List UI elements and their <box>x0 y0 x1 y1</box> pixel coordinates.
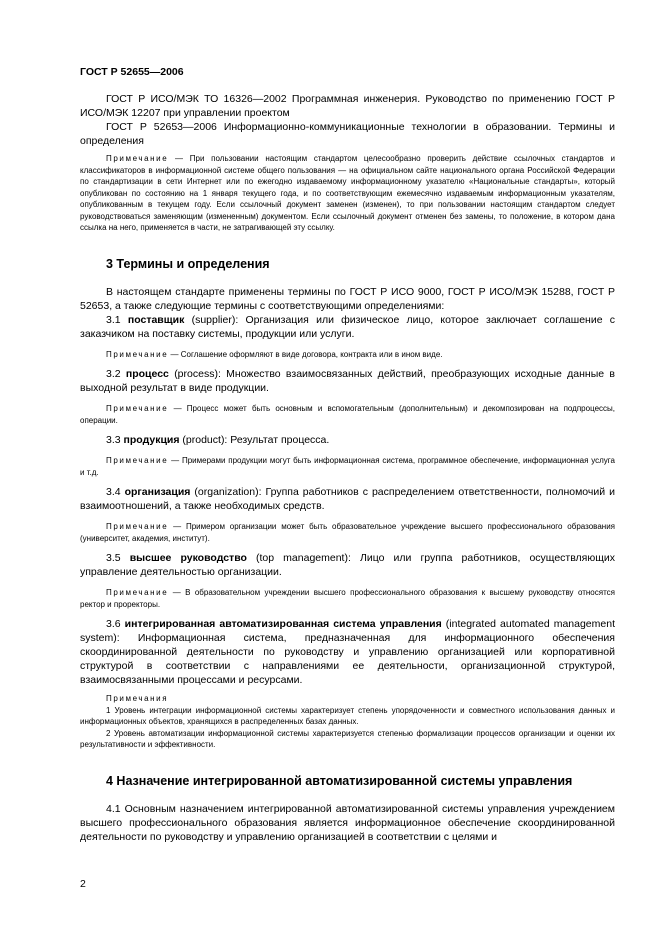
term-note: Примечание — Соглашение оформляют в виде договора, контракта или в ином виде. <box>106 349 443 359</box>
note-label: Примечание <box>106 154 169 163</box>
reference-note <box>80 153 615 234</box>
term-name: поставщик <box>127 313 185 326</box>
section-heading: 3 Термины и определения <box>106 256 270 271</box>
term-definition: 3.2 процесс (process): Множество взаимосвязанных действий, преобразующих исходные данные в выходной результат в виде продукции. <box>80 368 615 394</box>
page-content <box>80 92 615 844</box>
term-definition: 3.3 продукция (product): Результат процесса. <box>106 434 330 446</box>
notes-label: Примечания <box>106 694 169 703</box>
reference-entry: ГОСТ Р 52653—2006 Информационно-коммуникационные технологии в образовании. Термины и определения <box>80 121 615 147</box>
term-name: продукция <box>123 434 180 446</box>
section-paragraph: 4.1 Основным назначением интегрированной автоматизированной системы управления учреждением высшего профессионального образования является информационное обеспечение скоординированной деятельности по руководству и управлению организацией в соответствии с целями и <box>80 802 615 843</box>
term-definition: 3.1 поставщик (supplier): Организация или физическое лицо, которое заключает соглашение с заказчиком на поставку системы, продукции или услуги. <box>80 313 616 340</box>
reference-entry: ГОСТ Р ИСО/МЭК ТО 16326—2002 Программная инженерия. Руководство по применению ГОСТ Р ИСО/МЭК 12207 при управлении проектом <box>80 93 615 119</box>
term-definition: 3.5 высшее руководство (top management): Лицо или группа работников, осуществляющих управление деятельностью организации. <box>80 552 615 578</box>
term-name: интегрированная автоматизированная система управления <box>124 618 442 630</box>
term-definition: 3.4 организация (organization): Группа работников с распределением ответственности, полномочий и взаимоотношений, а также необходимых средств. <box>80 486 615 512</box>
note-text: — При пользовании настоящим стандартом целесообразно проверить действие ссылочных стандартов и классификаторов в информационной системе общего пользования — на официальном сайте национального органа Российской Федерации по стандартизации в сети Интернет или по ежегодно издаваемому информационному указателю «Национальные стандарты», который опубликован по состоянию на 1 января текущего года, и по соответствующим ежемесячно издаваемым информационным указателям, опубликованным в текущем году. Если ссылочный документ заменен (изменен), то при пользовании настоящим стандартом следует руководствоваться заменяющим (измененным) документом. Если ссылочный документ отменен без замены, то положение, в котором дана ссылка на него, применяется в части, не затрагивающей эту ссылку. <box>80 154 615 232</box>
term-name: процесс <box>125 368 169 380</box>
term-note: Примечание — В образовательном учреждении высшего профессионального образования к высшему руководству относятся ректор и проректоры. <box>80 588 615 609</box>
term-note: Примечание — Примерами продукции могут быть информационная система, программное обеспечение, информационная услуга и т.д. <box>80 456 615 477</box>
term-note: 2 Уровень автоматизации информационной системы характеризуется степенью формализации процессов организации и оценки их результативности и эффективности. <box>80 728 615 749</box>
page-number: 2 <box>80 878 86 890</box>
term-definition: 3.6 интегрированная автоматизированная система управления (integrated automated management system): Информационная система, предназначенная для информационного обеспечения скоординированной деятельности по руководству и управлению организацией или корпоративной структурой в соответствии с направлениями ее деятельности, организационной структурой, взаимосвязанными процессами и ресурсами. <box>80 618 615 686</box>
document-header: ГОСТ Р 52655—2006 <box>80 66 184 78</box>
term-name: организация <box>124 486 191 498</box>
term-note: Примечание — Примером организации может быть образовательное учреждение высшего профессионального образования (университет, академия, институт). <box>80 522 615 543</box>
section-heading: 4 Назначение интегрированной автоматизированной системы управления <box>106 773 573 788</box>
term-name: высшее руководство <box>129 552 247 564</box>
term-note: 1 Уровень интеграции информационной системы характеризует степень упорядоченности и совместного использования данных и информационных объектов, хранящихся в распределенных базах данных. <box>80 705 615 726</box>
term-note: Примечание — Процесс может быть основным и вспомогательным (дополнительным) и декомпозирован на подпроцессы, операции. <box>80 404 615 425</box>
section-intro: В настоящем стандарте применены термины по ГОСТ Р ИСО 9000, ГОСТ Р ИСО/МЭК 15288, ГОСТ Р 52653, а также следующие термины с соответствующими определениями: <box>80 285 615 312</box>
